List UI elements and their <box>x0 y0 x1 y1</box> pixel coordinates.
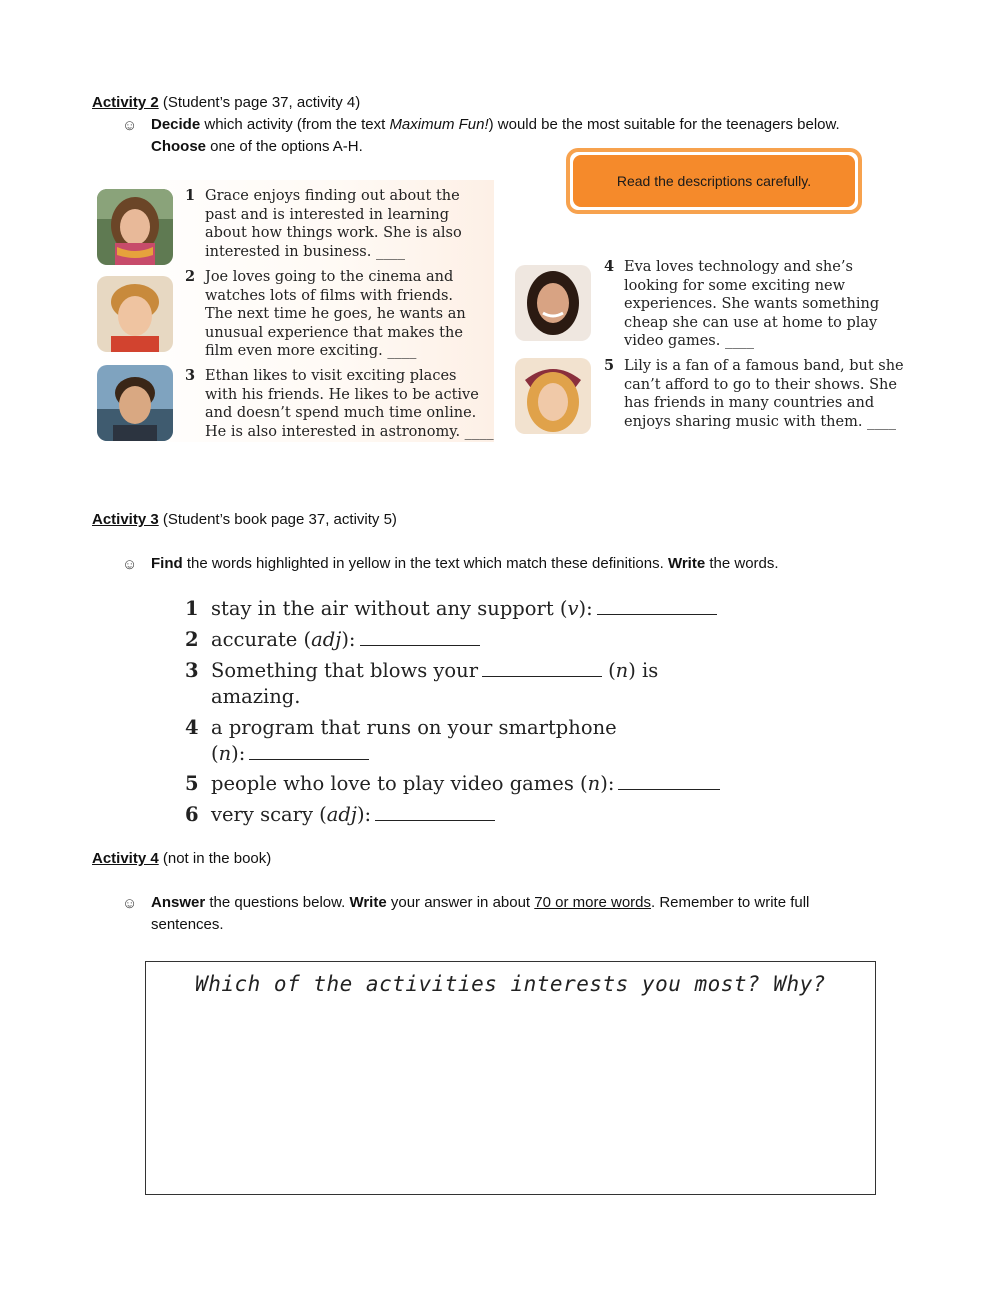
definition-number: 6 <box>185 803 199 826</box>
part-of-speech: n <box>587 772 601 795</box>
person-description: Eva loves technology and she’s looking for some exciting new experiences. She wants something cheap she can use at home to play video games. ____ <box>624 259 880 349</box>
person-number: 1 <box>185 187 196 204</box>
definition-number: 4 <box>185 716 199 739</box>
activity2-heading <box>92 94 360 111</box>
instr-bold: Write <box>667 555 706 572</box>
photo-grace <box>97 189 173 265</box>
activity4-title: Activity 4 <box>92 850 159 867</box>
instr-text: one of the options A-H. <box>206 138 363 155</box>
answer-question: Which of the activities interests you most? Why? <box>195 972 826 996</box>
definition-number: 5 <box>185 772 199 795</box>
definition-text: is <box>642 659 659 682</box>
instr-bold: Write <box>349 894 387 911</box>
activity3-instruction <box>151 553 779 575</box>
definition-number: 2 <box>185 628 199 651</box>
person-number: 3 <box>185 367 196 384</box>
instr-text: the words highlighted in yellow in the text which match these definitions. <box>182 555 668 572</box>
definition-text: people who love to play video games ( <box>211 772 588 795</box>
part-of-speech: n <box>615 659 629 682</box>
definition-text: amazing. <box>211 685 301 708</box>
photo-joe <box>97 276 173 352</box>
activity4-heading <box>92 850 271 867</box>
smiley-bullet-icon: ☺ <box>122 895 138 912</box>
part-of-speech: v <box>567 597 579 620</box>
activity3-heading <box>92 511 397 528</box>
instr-bold: Find <box>151 555 183 572</box>
activity4-instruction <box>151 892 911 936</box>
instr-text: sentences. <box>151 916 224 933</box>
answer-blank[interactable] <box>597 613 717 615</box>
instr-text: the questions below. <box>205 894 350 911</box>
part-of-speech: adj <box>311 628 342 651</box>
photo-ethan <box>97 365 173 441</box>
definition-text: a program that runs on your smartphone <box>211 716 617 739</box>
definition-number: 1 <box>185 597 199 620</box>
part-of-speech: n <box>218 742 232 765</box>
definition-text: ): <box>341 628 356 651</box>
definition-text: Something that blows your <box>211 659 479 682</box>
activity2-title: Activity 2 <box>92 94 159 111</box>
activity3-title: Activity 3 <box>92 511 159 528</box>
activity3-ref: (Student’s book page 37, activity 5) <box>158 511 397 528</box>
answer-blank[interactable] <box>375 819 495 821</box>
person-description: Grace enjoys finding out about the past and is interested in learning about how things work. She is also interested in business. ____ <box>205 188 462 260</box>
callout-box <box>566 148 862 214</box>
instr-text: ) would be the most suitable for the teenagers below. <box>488 116 840 133</box>
answer-blank[interactable] <box>618 788 720 790</box>
definition-text: very scary ( <box>211 803 327 826</box>
person-1-text <box>185 187 495 261</box>
callout-text: Read the descriptions carefully. <box>573 155 855 207</box>
definition-number: 3 <box>185 659 199 682</box>
instr-bold: Answer <box>151 894 206 911</box>
instr-italic: Maximum Fun! <box>389 116 489 133</box>
person-number: 2 <box>185 268 196 285</box>
part-of-speech: adj <box>326 803 357 826</box>
photo-eva <box>515 265 591 341</box>
definition-text: ): <box>578 597 593 620</box>
definition-text: accurate ( <box>211 628 312 651</box>
person-2-text <box>185 268 495 361</box>
answer-blank[interactable] <box>249 758 369 760</box>
person-5-text <box>604 357 904 431</box>
activity2-ref: (Student’s page 37, activity 4) <box>158 94 361 111</box>
instr-text: the words. <box>705 555 779 572</box>
person-4-text <box>604 258 904 351</box>
definition-text: stay in the air without any support ( <box>211 597 568 620</box>
definition-text: ): <box>231 742 246 765</box>
photo-lily <box>515 358 591 434</box>
instr-underline: 70 or more words <box>534 894 651 911</box>
answer-blank[interactable] <box>482 675 602 677</box>
person-3-text <box>185 367 495 441</box>
person-description: Ethan likes to visit exciting places with his friends. He likes to be active and doesn’t spend much time online. He is also interested in astronomy. ____ <box>205 368 494 440</box>
smiley-bullet-icon: ☺ <box>122 556 138 573</box>
instr-text: which activity (from the text <box>200 116 390 133</box>
person-description: Lily is a fan of a famous band, but she can’t afford to go to their shows. She has friends in many countries and enjoys sharing music with them. ____ <box>624 358 904 430</box>
answer-blank[interactable] <box>360 644 480 646</box>
instr-bold: Choose <box>151 138 207 155</box>
answer-box[interactable] <box>145 961 876 1195</box>
person-number: 5 <box>604 357 615 374</box>
activity4-ref: (not in the book) <box>158 850 272 867</box>
instr-bold: Decide <box>151 116 201 133</box>
instr-text: . Remember to write full <box>651 894 810 911</box>
definition-text: ): <box>356 803 372 826</box>
definition-text: ): <box>600 772 615 795</box>
instr-text: your answer in about <box>386 894 535 911</box>
smiley-bullet-icon: ☺ <box>122 117 138 134</box>
person-number: 4 <box>604 258 615 275</box>
person-description: Joe loves going to the cinema and watches lots of films with friends. The next time he goes, he wants an unusual experience that makes the film even more exciting. ____ <box>205 269 466 359</box>
